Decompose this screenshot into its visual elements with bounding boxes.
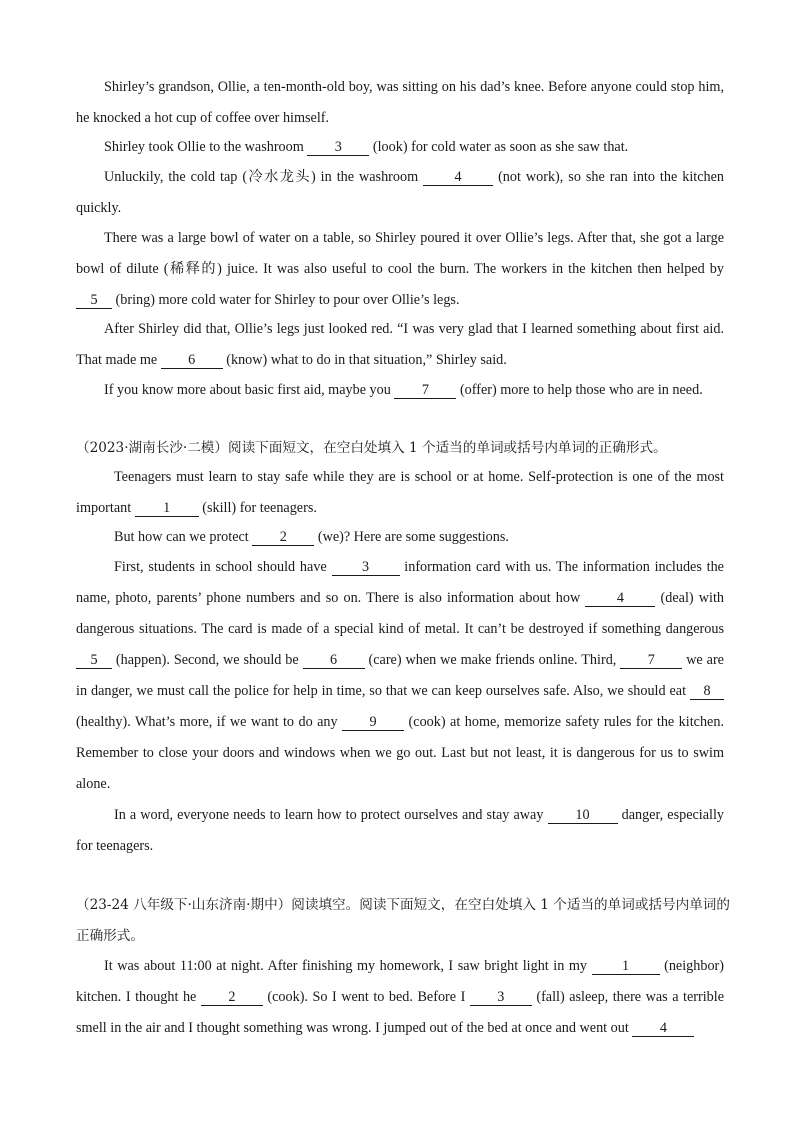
answer-blank-4[interactable]: 4 [423,169,493,186]
passage1-paragraph-5 [76,314,724,376]
answer-blank-8[interactable]: 8 [690,683,724,700]
answer-blank-7[interactable]: 7 [620,652,682,669]
paragraph-text: (know) what to do in that situation,” Shirley said. [222,352,507,368]
paragraph-text: (fall) asleep, there was a terrible smell in the air and I thought something was wrong. I jumped out of the bed at once and went out [76,989,724,1036]
paragraph-text: Unluckily, the cold tap (冷水龙头) in the washroom [104,169,424,185]
answer-blank-6[interactable]: 6 [161,352,223,369]
paragraph-text: But how can we protect [114,529,253,545]
paragraph-text: (not work), so she ran into the kitchen quickly. [76,169,724,216]
answer-blank-5[interactable]: 5 [76,292,112,309]
passage1-paragraph-3 [76,162,724,224]
passage2-paragraph-1 [76,462,724,524]
passage1-paragraph-4 [76,223,724,316]
paragraph-text: danger, especially for teenagers. [76,807,724,854]
paragraph-text: (deal) with dangerous situations. The card is made of a special kind of metal. It can’t be destroyed if something dangerous [76,590,724,637]
paragraph-text: First, students in school should have [114,559,332,575]
answer-blank-9[interactable]: 9 [342,714,404,731]
paragraph-text: (cook) at home, memorize safety rules for the kitchen. Remember to close your doors and windows when we go out. Last but not least, it is dangerous for us to swim alone. [76,714,724,792]
passage2-paragraph-3 [76,552,724,800]
paragraph-text: Shirley’s grandson, Ollie, a ten-month-old boy, was sitting on his dad’s knee. Before anyone could stop him, he knocked a hot cup of coffee over himself. [76,79,724,126]
answer-blank-5[interactable]: 5 [76,652,112,669]
answer-blank-4[interactable]: 4 [585,590,655,607]
paragraph-text: (we)? Here are some suggestions. [314,529,509,545]
answer-blank-10[interactable]: 10 [548,807,618,824]
answer-blank-3[interactable]: 3 [307,139,369,156]
passage2-paragraph-4 [76,800,724,862]
answer-blank-4[interactable]: 4 [632,1020,694,1037]
paragraph-text: (neighbor) kitchen. I thought he [76,958,724,1005]
paragraph-text: Shirley took Ollie to the washroom [104,139,308,155]
passage2-paragraph-2 [76,522,724,553]
passage3-header: （23-24 八年级下·山东济南·期中）阅读填空。阅读下面短文，在空白处填入 1 个适当的单词或括号内单词的正确形式。 [76,897,730,944]
answer-blank-1[interactable]: 1 [592,958,660,975]
paragraph-text: It was about 11:00 at night. After finishing my homework, I saw bright light in my [104,958,592,974]
paragraph-text: (care) when we make friends online. Third, [364,652,621,668]
answer-blank-1[interactable]: 1 [135,500,199,517]
paragraph-text: (offer) more to help those who are in need. [456,382,703,398]
answer-blank-7[interactable]: 7 [394,382,456,399]
answer-blank-6[interactable]: 6 [303,652,365,669]
answer-blank-3[interactable]: 3 [332,559,400,576]
passage2-header: （2023·湖南长沙·二模）阅读下面短文，在空白处填入 1 个适当的单词或括号内单词的正确形式。 [76,440,667,456]
paragraph-text: (happen). Second, we should be [112,652,303,668]
paragraph-text: After Shirley did that, Ollie’s legs just looked red. “I was very glad that I learned something about first aid. That made me [76,321,724,368]
passage1-paragraph-6 [76,375,724,406]
paragraph-text: (look) for cold water as soon as she saw that. [369,139,629,155]
paragraph-text: we are in danger, we must call the police for help in time, so that we can keep ourselves safe. Also, we should eat [76,652,724,699]
paragraph-text: There was a large bowl of water on a table, so Shirley poured it over Ollie’s legs. After that, she got a large bowl of dilute (稀释的) juice. It was also useful to cool the burn. The workers in the kitchen then helped by [76,230,724,277]
paragraph-text: (skill) for teenagers. [198,500,317,516]
paragraph-text: In a word, everyone needs to learn how to protect ourselves and stay away [114,807,548,823]
paragraph-text: information card with us. The information includes the name, photo, parents’ phone numbers and so on. There is also information about how [76,559,724,606]
answer-blank-2[interactable]: 2 [252,529,314,546]
paragraph-text: If you know more about basic first aid, maybe you [104,382,395,398]
passage1-paragraph-1 [76,72,724,134]
paragraph-text: (healthy). What’s more, if we want to do any [76,714,343,730]
answer-blank-3[interactable]: 3 [470,989,532,1006]
passage3-paragraph-1 [76,951,724,1044]
paragraph-text: Teenagers must learn to stay safe while they are is school or at home. Self-protection is one of the most important [76,469,724,516]
paragraph-text: (cook). So I went to bed. Before I [262,989,470,1005]
answer-blank-2[interactable]: 2 [201,989,263,1006]
passage1-paragraph-2 [76,132,724,163]
paragraph-text: (bring) more cold water for Shirley to pour over Ollie’s legs. [112,292,460,308]
